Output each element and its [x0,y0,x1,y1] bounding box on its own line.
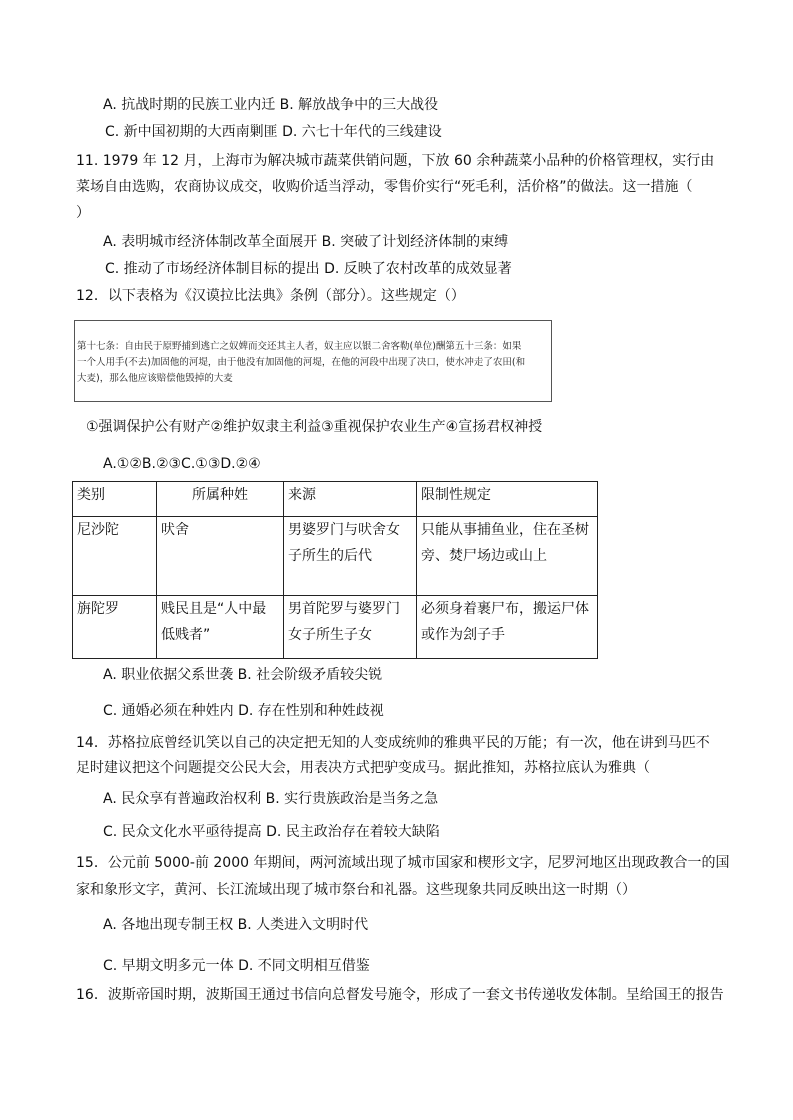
q15-option-ab: A. 各地出现专制王权 B. 人类进入文明时代 [103,917,369,933]
table-header: 限制性规定 [417,482,598,517]
q11-option-cd: C. 推动了市场经济体制目标的提出 D. 反映了农村改革的成效显著 [105,261,512,277]
cell-line: 只能从事捕鱼业，住在圣树 [421,522,589,538]
q15-stem-line2: 家和象形文字，黄河、长江流域出现了城市祭台和礼器。这些现象共同反映出这一时期（） [76,882,636,898]
q11-option-ab: A. 表明城市经济体制改革全面展开 B. 突破了计划经济体制的束缚 [103,234,509,250]
table-cell [284,596,417,659]
cell-line: 或作为刽子手 [421,627,505,643]
table-header-row [73,482,598,517]
q16-stem-line1: 16．波斯帝国时期，波斯国王通过书信向总督发号施令，形成了一套文书传递收发体制。呈给国王的报告 [76,987,724,1003]
cell-line: 低贱者” [161,627,211,643]
table-cell: 旃陀罗 [73,596,157,659]
excerpt-line: 第十七条：自由民于原野捕到逃亡之奴婢而交还其主人者，奴主应以银二舍客勒(单位)酬第五十三条：如果 [77,341,522,352]
q10-option-cd: C. 新中国初期的大西南剿匪 D. 六七十年代的三线建设 [105,124,442,140]
q12-stem: 12．以下表格为《汉谟拉比法典》条例（部分）。这些规定（） [76,288,465,304]
q10-option-ab: A. 抗战时期的民族工业内迁 B. 解放战争中的三大战役 [103,97,439,113]
q12-statements: ①强调保护公有财产②维护奴隶主利益③重视保护农业生产④宣扬君权神授 [86,419,543,435]
table-cell: 吠舍 [157,517,284,596]
caste-table [72,481,598,659]
cell-line: 子所生的后代 [288,548,372,564]
q14-stem-line2: 足时建议把这个问题提交公民大会，用表决方式把驴变成马。据此推知，苏格拉底认为雅典（ [76,760,650,776]
q11-stem-line2: 菜场自由选购，农商协议成交，收购价适当浮动，零售价实行“死毛利，活价格”的做法。这一措施（ [76,179,693,195]
table-header: 所属种姓 [157,482,284,517]
table-row [73,596,598,659]
table-cell [417,596,598,659]
table-header: 来源 [284,482,417,517]
hammurabi-excerpt-box [74,320,552,402]
cell-line: 男首陀罗与婆罗门 [288,601,400,617]
q15-stem-line1: 15．公元前 5000-前 2000 年期间，两河流域出现了城市国家和楔形文字，尼罗河地区出现政教合一的国 [76,855,730,871]
excerpt-line: 大麦)，那么他应该赔偿他毁掉的大麦 [77,373,233,384]
table-row [73,517,598,596]
q13-option-ab: A. 职业依据父系世袭 B. 社会阶级矛盾较尖锐 [103,667,383,683]
table-cell: 尼沙陀 [73,517,157,596]
q15-option-cd: C. 早期文明多元一体 D. 不同文明相互借鉴 [103,958,370,974]
table-cell [157,596,284,659]
excerpt-line: 一个人用手(不去)加固他的河堤，由于他没有加固他的河堤，在他的河段中出现了决口，使水冲走了农田(和 [77,357,526,368]
q14-stem-line1: 14．苏格拉底曾经讥笑以自己的决定把无知的人变成统帅的雅典平民的万能；有一次，他在讲到马匹不 [76,735,710,751]
cell-line: 女子所生子女 [288,627,372,643]
cell-line: 贱民且是“人中最 [161,601,267,617]
cell-line: 男婆罗门与吠舍女 [288,522,400,538]
q14-option-cd: C. 民众文化水平亟待提高 D. 民主政治存在着较大缺陷 [103,824,440,840]
q12-options: A.①②B.②③C.①③D.②④ [103,456,261,472]
table-cell [417,517,598,596]
q13-option-cd: C. 通婚必须在种姓内 D. 存在性别和种姓歧视 [103,703,384,719]
cell-line: 必须身着裹尸布，搬运尸体 [421,601,589,617]
cell-line: 旁、焚尸场边或山上 [421,548,547,564]
q14-option-ab: A. 民众享有普遍政治权利 B. 实行贵族政治是当务之急 [103,791,439,807]
table-header: 类别 [73,482,157,517]
q11-stem-line1: 11. 1979 年 12 月，上海市为解决城市蔬菜供销问题，下放 60 余种蔬菜小品种的价格管理权，实行由 [76,153,715,169]
q11-stem-line3: ） [76,205,90,221]
table-cell [284,517,417,596]
